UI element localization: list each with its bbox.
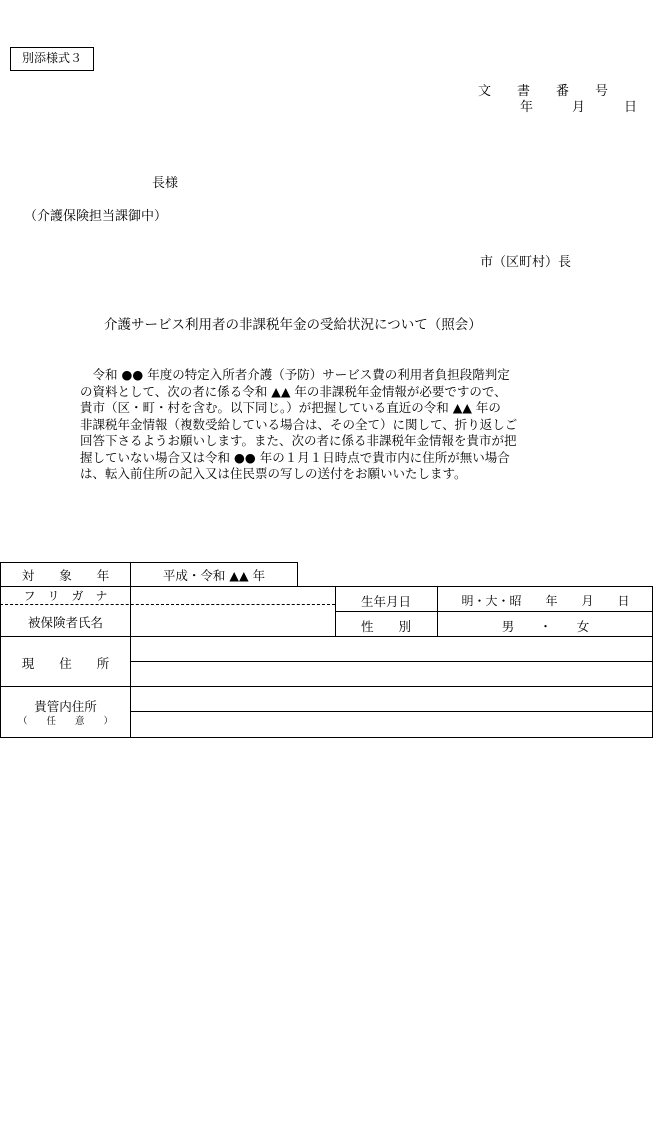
document-number-label: 文 書 番 号 [478, 84, 609, 99]
birth-sex-divider [335, 611, 653, 612]
addressee-department: （介護保険担当課御中） [24, 209, 168, 224]
body-line: 回答下さるようお願いします。また、次の者に係る非課税年金情報を貴市が把 [80, 433, 517, 448]
row-divider [0, 636, 653, 637]
sender: 市（区町村）長 [480, 255, 572, 270]
body-line: 令和 ●● 年度の特定入所者介護（予防）サービス費の利用者負担段階判定 [80, 367, 510, 382]
body-line: は、転入前住所の記入又は住民票の写しの送付をお願いいたします。 [80, 466, 467, 481]
insured-name-label: 被保険者氏名 [27, 615, 103, 630]
body-line: 貴市（区・町・村を含む。以下同じ。）が把握している直近の令和 ▲▲ 年の [80, 400, 501, 415]
current-address-line[interactable] [131, 661, 653, 663]
row-divider [0, 686, 653, 687]
jurisdiction-address-line[interactable] [131, 711, 653, 713]
date-label: 年 月 日 [520, 100, 638, 115]
form-label: 別添様式３ [10, 47, 94, 71]
sex-label: 性 別 [360, 619, 411, 634]
body-line: 非課税年金情報（複数受給している場合は、その全て）に関して、折り返しご [80, 416, 518, 432]
insured-name-input[interactable] [131, 605, 335, 636]
addressee-name: 長様 [152, 176, 179, 191]
body-line: の資料として、次の者に係る令和 ▲▲ 年の非課税年金情報が必要ですので、 [80, 383, 507, 399]
body-line: 握していない場合又は令和 ●● 年の１月１日時点で貴市内に住所が無い場合 [80, 449, 510, 465]
furigana-label: フ リ ガ ナ [23, 589, 108, 603]
birthdate-label: 生年月日 [360, 594, 411, 609]
target-year-value: 平成・令和 ▲▲ 年 [162, 568, 266, 583]
sex-value[interactable]: 男 ・ 女 [501, 619, 590, 634]
jurisdiction-address-label: 貴管内住所 [34, 699, 97, 714]
current-address-label: 現 住 所 [21, 656, 110, 671]
body-text [80, 367, 600, 483]
birthdate-value[interactable]: 明・大・昭 年 月 日 [461, 594, 630, 608]
document-title: 介護サービス利用者の非課税年金の受給状況について（照会） [104, 317, 482, 333]
optional-label: （ 任 意 ） [17, 716, 113, 727]
target-year-label: 対 象 年 [21, 568, 110, 583]
